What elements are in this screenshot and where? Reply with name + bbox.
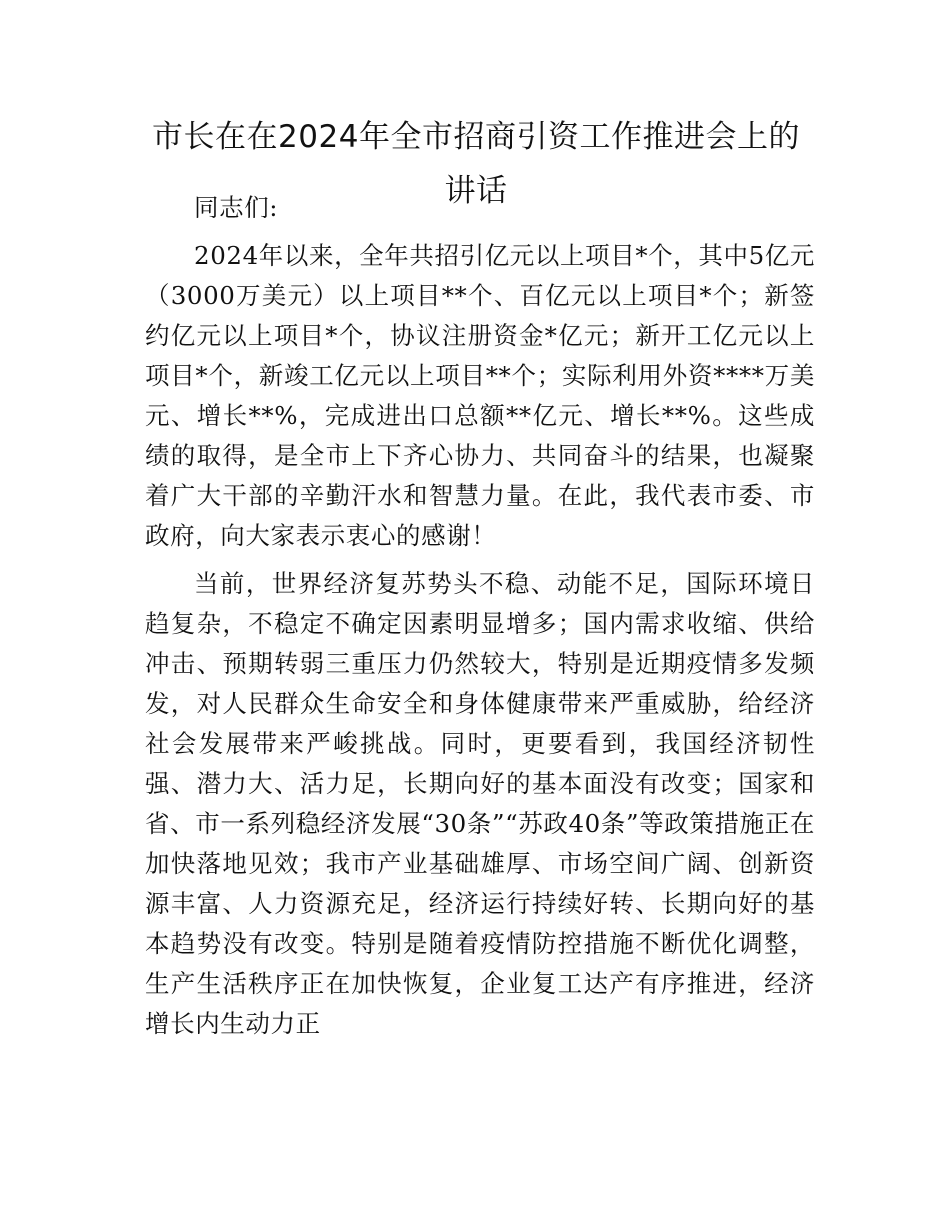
document-body [145, 188, 815, 1044]
paragraph-achievements: 2024年以来，全年共招引亿元以上项目*个，其中5亿元（3000万美元）以上项目**个、百亿元以上项目*个；新签约亿元以上项目*个，协议注册资金*亿元；新开工亿元以上项目*个，新竣工亿元以上项目**个；实际利用外资****万美元、增长**%，完成进出口总额**亿元、增长**%。这些成绩的取得，是全市上下齐心协力、共同奋斗的结果，也凝聚着广大干部的辛勤汗水和智慧力量。在此，我代表市委、市政府，向大家表示衷心的感谢！ [145, 241, 815, 550]
salutation: 同志们: [194, 193, 279, 222]
paragraph-current-situation: 当前，世界经济复苏势头不稳、动能不足，国际环境日趋复杂，不稳定不确定因素明显增多；国内需求收缩、供给冲击、预期转弱三重压力仍然较大，特别是近期疫情多发频发，对人民群众生命安全和身体健康带来严重威胁，给经济社会发展带来严峻挑战。同时，更要看到，我国经济韧性强、潜力大、活力足，长期向好的基本面没有改变；国家和省、市一系列稳经济发展“30条”“苏政40条”等政策措施正在加快落地见效；我市产业基础雄厚、市场空间广阔、创新资源丰富、人力资源充足，经济运行持续好转、长期向好的基本趋势没有改变。特别是随着疫情防控措施不断优化调整，生产生活秩序正在加快恢复，企业复工达产有序推进，经济增长内生动力正 [145, 569, 815, 1038]
document-title: 市长在在2024年全市招商引资工作推进会上的讲话 [152, 119, 800, 209]
